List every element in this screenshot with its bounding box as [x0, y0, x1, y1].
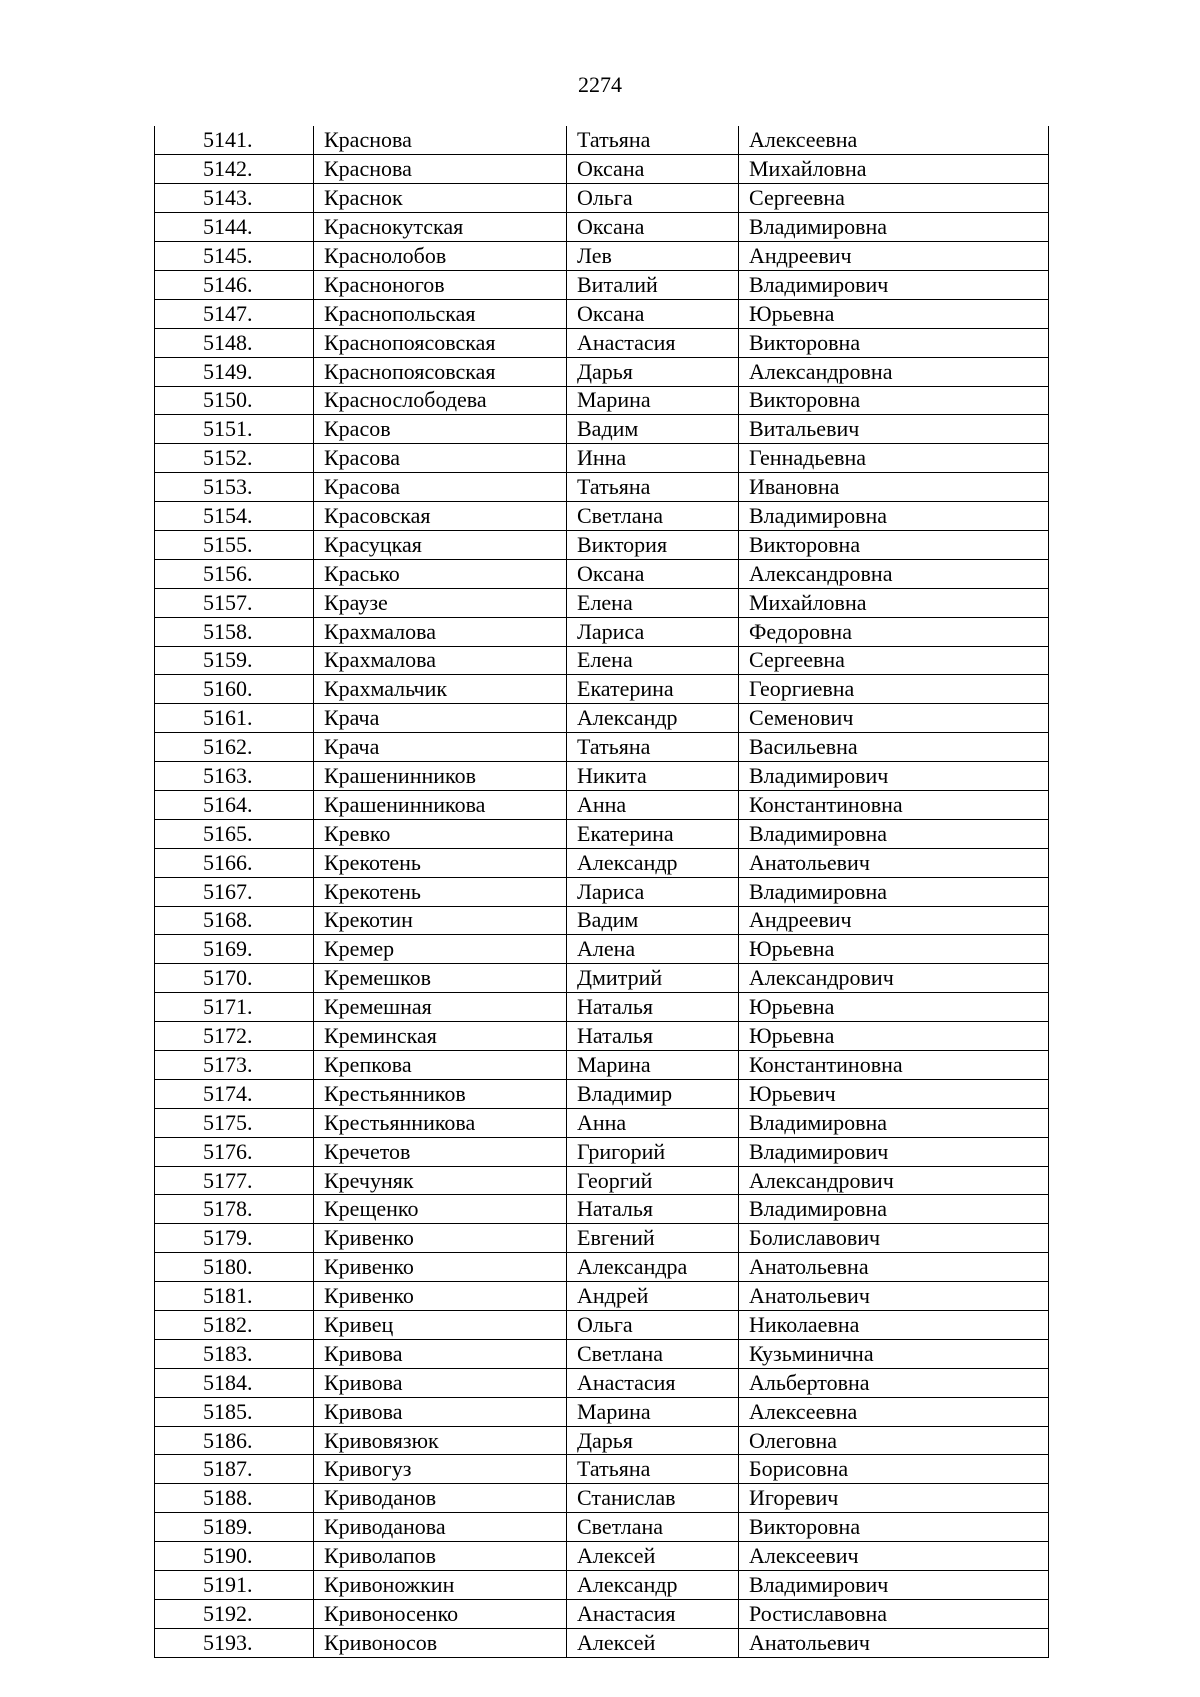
patronymic-cell: Алексеевич [739, 1542, 1049, 1571]
surname-cell: Кривова [314, 1339, 567, 1368]
row-number-cell: 5183. [155, 1339, 314, 1368]
table-row [155, 1339, 1049, 1368]
row-number-cell: 5189. [155, 1513, 314, 1542]
table-row [155, 790, 1049, 819]
table-row [155, 559, 1049, 588]
patronymic-cell: Альбертовна [739, 1368, 1049, 1397]
patronymic-cell: Александрович [739, 1166, 1049, 1195]
patronymic-cell: Алексеевна [739, 126, 1049, 155]
surname-cell: Краснова [314, 155, 567, 184]
row-number-cell: 5141. [155, 126, 314, 155]
table-row [155, 1224, 1049, 1253]
patronymic-cell: Ростиславовна [739, 1599, 1049, 1628]
row-number-cell: 5153. [155, 473, 314, 502]
surname-cell: Краузе [314, 588, 567, 617]
table-row [155, 819, 1049, 848]
table-row [155, 646, 1049, 675]
first-name-cell: Дарья [567, 357, 739, 386]
surname-cell: Краснова [314, 126, 567, 155]
patronymic-cell: Владимирович [739, 762, 1049, 791]
first-name-cell: Дмитрий [567, 964, 739, 993]
table-row [155, 357, 1049, 386]
row-number-cell: 5149. [155, 357, 314, 386]
first-name-cell: Татьяна [567, 126, 739, 155]
patronymic-cell: Кузьминична [739, 1339, 1049, 1368]
first-name-cell: Светлана [567, 502, 739, 531]
first-name-cell: Светлана [567, 1339, 739, 1368]
patronymic-cell: Владимирович [739, 270, 1049, 299]
first-name-cell: Анна [567, 790, 739, 819]
row-number-cell: 5166. [155, 848, 314, 877]
surname-cell: Кревко [314, 819, 567, 848]
patronymic-cell: Геннадьевна [739, 444, 1049, 473]
surname-cell: Кремешков [314, 964, 567, 993]
patronymic-cell: Александровна [739, 357, 1049, 386]
surname-cell: Кривоносов [314, 1628, 567, 1657]
patronymic-cell: Анатольевич [739, 1282, 1049, 1311]
surname-cell: Крахмалова [314, 646, 567, 675]
patronymic-cell: Сергеевна [739, 184, 1049, 213]
surname-cell: Крашенинников [314, 762, 567, 791]
first-name-cell: Лариса [567, 877, 739, 906]
patronymic-cell: Игоревич [739, 1484, 1049, 1513]
patronymic-cell: Владимирович [739, 1571, 1049, 1600]
row-number-cell: 5173. [155, 1051, 314, 1080]
first-name-cell: Оксана [567, 155, 739, 184]
table-row [155, 1571, 1049, 1600]
table-row [155, 126, 1049, 155]
first-name-cell: Инна [567, 444, 739, 473]
table-row [155, 1137, 1049, 1166]
patronymic-cell: Георгиевна [739, 675, 1049, 704]
row-number-cell: 5156. [155, 559, 314, 588]
table-row [155, 848, 1049, 877]
table-row [155, 1022, 1049, 1051]
surname-cell: Крача [314, 733, 567, 762]
patronymic-cell: Михайловна [739, 588, 1049, 617]
table-row [155, 473, 1049, 502]
first-name-cell: Елена [567, 646, 739, 675]
surname-cell: Крестьянников [314, 1079, 567, 1108]
row-number-cell: 5170. [155, 964, 314, 993]
patronymic-cell: Васильевна [739, 733, 1049, 762]
surname-cell: Красовская [314, 502, 567, 531]
table-row [155, 415, 1049, 444]
row-number-cell: 5184. [155, 1368, 314, 1397]
first-name-cell: Оксана [567, 213, 739, 242]
surname-cell: Краснопоясовская [314, 357, 567, 386]
first-name-cell: Анна [567, 1108, 739, 1137]
patronymic-cell: Ивановна [739, 473, 1049, 502]
surname-cell: Кремешная [314, 993, 567, 1022]
first-name-cell: Ольга [567, 1311, 739, 1340]
row-number-cell: 5151. [155, 415, 314, 444]
patronymic-cell: Олеговна [739, 1426, 1049, 1455]
patronymic-cell: Владимировна [739, 1108, 1049, 1137]
first-name-cell: Алена [567, 935, 739, 964]
surname-cell: Краснокутская [314, 213, 567, 242]
row-number-cell: 5144. [155, 213, 314, 242]
first-name-cell: Андрей [567, 1282, 739, 1311]
surname-cell: Кривогуз [314, 1455, 567, 1484]
surname-cell: Краснопольская [314, 299, 567, 328]
row-number-cell: 5190. [155, 1542, 314, 1571]
table-row [155, 444, 1049, 473]
surname-cell: Крестьянникова [314, 1108, 567, 1137]
row-number-cell: 5174. [155, 1079, 314, 1108]
table-row [155, 1282, 1049, 1311]
first-name-cell: Алексей [567, 1542, 739, 1571]
table-row [155, 1628, 1049, 1657]
surname-cell: Краснопоясовская [314, 328, 567, 357]
row-number-cell: 5167. [155, 877, 314, 906]
table-row [155, 1253, 1049, 1282]
table-row [155, 588, 1049, 617]
row-number-cell: 5192. [155, 1599, 314, 1628]
surname-cell: Красова [314, 444, 567, 473]
first-name-cell: Евгений [567, 1224, 739, 1253]
row-number-cell: 5142. [155, 155, 314, 184]
surname-cell: Креминская [314, 1022, 567, 1051]
table-row [155, 762, 1049, 791]
row-number-cell: 5145. [155, 242, 314, 271]
surname-cell: Красуцкая [314, 530, 567, 559]
table-row [155, 1166, 1049, 1195]
table-row [155, 184, 1049, 213]
first-name-cell: Марина [567, 1397, 739, 1426]
table-row [155, 386, 1049, 415]
table-row [155, 213, 1049, 242]
row-number-cell: 5172. [155, 1022, 314, 1051]
patronymic-cell: Владимирович [739, 1137, 1049, 1166]
table-row [155, 1397, 1049, 1426]
table-row [155, 502, 1049, 531]
first-name-cell: Ольга [567, 184, 739, 213]
first-name-cell: Татьяна [567, 1455, 739, 1484]
patronymic-cell: Викторовна [739, 328, 1049, 357]
table-row [155, 1051, 1049, 1080]
first-name-cell: Марина [567, 386, 739, 415]
surname-cell: Красноногов [314, 270, 567, 299]
surname-cell: Краснослободева [314, 386, 567, 415]
row-number-cell: 5188. [155, 1484, 314, 1513]
row-number-cell: 5177. [155, 1166, 314, 1195]
first-name-cell: Григорий [567, 1137, 739, 1166]
page-number: 2274 [578, 72, 622, 97]
patronymic-cell: Юрьевна [739, 993, 1049, 1022]
table-row [155, 675, 1049, 704]
patronymic-cell: Владимировна [739, 819, 1049, 848]
surname-cell: Кривоносенко [314, 1599, 567, 1628]
table-row [155, 155, 1049, 184]
table-row [155, 935, 1049, 964]
patronymic-cell: Борисовна [739, 1455, 1049, 1484]
surname-cell: Криводанов [314, 1484, 567, 1513]
surname-cell: Криводанова [314, 1513, 567, 1542]
table-row [155, 733, 1049, 762]
table-row [155, 242, 1049, 271]
surname-cell: Кривовязюк [314, 1426, 567, 1455]
patronymic-cell: Викторовна [739, 1513, 1049, 1542]
row-number-cell: 5182. [155, 1311, 314, 1340]
row-number-cell: 5179. [155, 1224, 314, 1253]
patronymic-cell: Константиновна [739, 790, 1049, 819]
first-name-cell: Лариса [567, 617, 739, 646]
first-name-cell: Марина [567, 1051, 739, 1080]
row-number-cell: 5164. [155, 790, 314, 819]
row-number-cell: 5185. [155, 1397, 314, 1426]
row-number-cell: 5143. [155, 184, 314, 213]
patronymic-cell: Владимировна [739, 1195, 1049, 1224]
surname-cell: Кривец [314, 1311, 567, 1340]
surname-cell: Кремер [314, 935, 567, 964]
first-name-cell: Александр [567, 704, 739, 733]
surname-cell: Крекотень [314, 848, 567, 877]
patronymic-cell: Федоровна [739, 617, 1049, 646]
row-number-cell: 5178. [155, 1195, 314, 1224]
table-row [155, 906, 1049, 935]
table-row [155, 270, 1049, 299]
first-name-cell: Георгий [567, 1166, 739, 1195]
table-row [155, 1368, 1049, 1397]
surname-cell: Краснолобов [314, 242, 567, 271]
surname-cell: Крекотин [314, 906, 567, 935]
row-number-cell: 5181. [155, 1282, 314, 1311]
patronymic-cell: Юрьевна [739, 935, 1049, 964]
row-number-cell: 5163. [155, 762, 314, 791]
row-number-cell: 5150. [155, 386, 314, 415]
surname-cell: Кривенко [314, 1253, 567, 1282]
row-number-cell: 5154. [155, 502, 314, 531]
first-name-cell: Наталья [567, 993, 739, 1022]
surname-cell: Красова [314, 473, 567, 502]
table-row [155, 1426, 1049, 1455]
surname-cell: Красько [314, 559, 567, 588]
row-number-cell: 5186. [155, 1426, 314, 1455]
row-number-cell: 5146. [155, 270, 314, 299]
first-name-cell: Александра [567, 1253, 739, 1282]
first-name-cell: Светлана [567, 1513, 739, 1542]
patronymic-cell: Юрьевна [739, 299, 1049, 328]
patronymic-cell: Болиславович [739, 1224, 1049, 1253]
row-number-cell: 5161. [155, 704, 314, 733]
patronymic-cell: Владимировна [739, 502, 1049, 531]
row-number-cell: 5165. [155, 819, 314, 848]
table-row [155, 1108, 1049, 1137]
patronymic-cell: Анатольевич [739, 848, 1049, 877]
patronymic-cell: Александрович [739, 964, 1049, 993]
surname-cell: Крахмальчик [314, 675, 567, 704]
table-row [155, 964, 1049, 993]
table-row [155, 704, 1049, 733]
row-number-cell: 5175. [155, 1108, 314, 1137]
surname-cell: Крещенко [314, 1195, 567, 1224]
table-row [155, 299, 1049, 328]
row-number-cell: 5191. [155, 1571, 314, 1600]
patronymic-cell: Владимировна [739, 213, 1049, 242]
first-name-cell: Наталья [567, 1022, 739, 1051]
first-name-cell: Оксана [567, 559, 739, 588]
first-name-cell: Анастасия [567, 1368, 739, 1397]
patronymic-cell: Анатольевна [739, 1253, 1049, 1282]
patronymic-cell: Александровна [739, 559, 1049, 588]
table-row [155, 1455, 1049, 1484]
table-row [155, 1599, 1049, 1628]
patronymic-cell: Юрьевна [739, 1022, 1049, 1051]
first-name-cell: Виталий [567, 270, 739, 299]
surname-cell: Кривоножкин [314, 1571, 567, 1600]
surname-cell: Криволапов [314, 1542, 567, 1571]
surname-cell: Крашенинникова [314, 790, 567, 819]
patronymic-cell: Семенович [739, 704, 1049, 733]
surname-cell: Крача [314, 704, 567, 733]
patronymic-cell: Владимировна [739, 877, 1049, 906]
row-number-cell: 5180. [155, 1253, 314, 1282]
first-name-cell: Никита [567, 762, 739, 791]
first-name-cell: Оксана [567, 299, 739, 328]
patronymic-cell: Анатольевич [739, 1628, 1049, 1657]
surname-cell: Кречетов [314, 1137, 567, 1166]
patronymic-cell: Викторовна [739, 386, 1049, 415]
patronymic-cell: Николаевна [739, 1311, 1049, 1340]
surname-cell: Кривенко [314, 1224, 567, 1253]
row-number-cell: 5176. [155, 1137, 314, 1166]
first-name-cell: Владимир [567, 1079, 739, 1108]
table-row [155, 877, 1049, 906]
surname-cell: Крекотень [314, 877, 567, 906]
first-name-cell: Станислав [567, 1484, 739, 1513]
row-number-cell: 5159. [155, 646, 314, 675]
surname-cell: Красов [314, 415, 567, 444]
row-number-cell: 5162. [155, 733, 314, 762]
names-table-body [155, 126, 1049, 1657]
table-row [155, 1079, 1049, 1108]
patronymic-cell: Алексеевна [739, 1397, 1049, 1426]
first-name-cell: Дарья [567, 1426, 739, 1455]
patronymic-cell: Андреевич [739, 242, 1049, 271]
names-table [154, 126, 1049, 1658]
row-number-cell: 5158. [155, 617, 314, 646]
row-number-cell: 5155. [155, 530, 314, 559]
first-name-cell: Вадим [567, 906, 739, 935]
first-name-cell: Анастасия [567, 328, 739, 357]
table-row [155, 617, 1049, 646]
table-row [155, 328, 1049, 357]
patronymic-cell: Константиновна [739, 1051, 1049, 1080]
patronymic-cell: Сергеевна [739, 646, 1049, 675]
row-number-cell: 5160. [155, 675, 314, 704]
row-number-cell: 5193. [155, 1628, 314, 1657]
first-name-cell: Екатерина [567, 819, 739, 848]
patronymic-cell: Юрьевич [739, 1079, 1049, 1108]
row-number-cell: 5168. [155, 906, 314, 935]
first-name-cell: Екатерина [567, 675, 739, 704]
first-name-cell: Наталья [567, 1195, 739, 1224]
surname-cell: Крепкова [314, 1051, 567, 1080]
first-name-cell: Виктория [567, 530, 739, 559]
row-number-cell: 5152. [155, 444, 314, 473]
first-name-cell: Лев [567, 242, 739, 271]
row-number-cell: 5169. [155, 935, 314, 964]
table-row [155, 1542, 1049, 1571]
surname-cell: Кривова [314, 1397, 567, 1426]
table-row [155, 530, 1049, 559]
first-name-cell: Татьяна [567, 473, 739, 502]
row-number-cell: 5148. [155, 328, 314, 357]
first-name-cell: Алексей [567, 1628, 739, 1657]
first-name-cell: Елена [567, 588, 739, 617]
patronymic-cell: Михайловна [739, 155, 1049, 184]
first-name-cell: Александр [567, 848, 739, 877]
row-number-cell: 5147. [155, 299, 314, 328]
table-row [155, 993, 1049, 1022]
table-row [155, 1311, 1049, 1340]
table-row [155, 1484, 1049, 1513]
row-number-cell: 5157. [155, 588, 314, 617]
patronymic-cell: Витальевич [739, 415, 1049, 444]
table-row [155, 1195, 1049, 1224]
first-name-cell: Александр [567, 1571, 739, 1600]
first-name-cell: Анастасия [567, 1599, 739, 1628]
row-number-cell: 5171. [155, 993, 314, 1022]
surname-cell: Кривова [314, 1368, 567, 1397]
surname-cell: Краснок [314, 184, 567, 213]
surname-cell: Кривенко [314, 1282, 567, 1311]
surname-cell: Крахмалова [314, 617, 567, 646]
row-number-cell: 5187. [155, 1455, 314, 1484]
first-name-cell: Татьяна [567, 733, 739, 762]
table-row [155, 1513, 1049, 1542]
patronymic-cell: Викторовна [739, 530, 1049, 559]
surname-cell: Кречуняк [314, 1166, 567, 1195]
patronymic-cell: Андреевич [739, 906, 1049, 935]
first-name-cell: Вадим [567, 415, 739, 444]
